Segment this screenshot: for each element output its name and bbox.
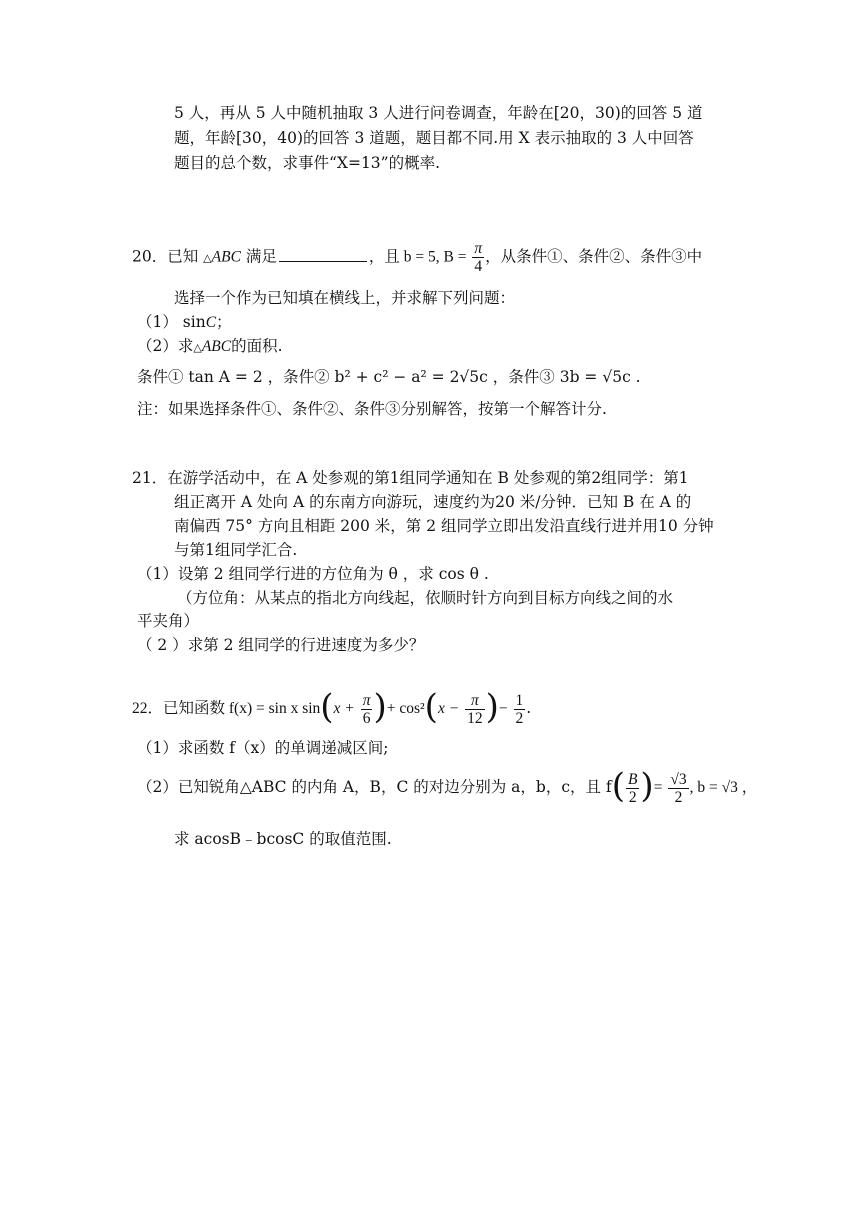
q21-part-2: （ 2 ）求第 2 组同学的行进速度为多少？ — [137, 636, 425, 654]
q20-conditions: 条件① tan A = 2 ，条件② b² + c² − a² = 2√5c ，条件③ 3b = √5c . — [137, 368, 641, 386]
q20-part-1: （1） sinC； — [137, 313, 232, 331]
q20-condition-given: ，且 b = 5, B = — [368, 248, 467, 266]
q19-line-1: 5 人，再从 5 人中随机抽取 3 人进行问卷调查，年龄在[20，30)的回答 5 道 — [174, 104, 703, 122]
q19-line-3: 题目的总个数，求事件“X=13”的概率. — [174, 154, 441, 172]
triangle-icon: △ — [193, 341, 202, 354]
q21-line-4: 与第1组同学汇合. — [174, 541, 298, 559]
q20-number: 20．已知 — [132, 247, 199, 266]
fraction-pi-over-6: $\frac{\pi}{6}$ — [362, 691, 371, 727]
q19-line-2: 题，年龄[30，40)的回答 3 道题，题目都不同.用 X 表示抽取的 3 人中回答 — [174, 129, 694, 147]
q20-part-2: （2）求△ABC的面积. — [137, 337, 283, 355]
q22-part-2-end: 求 acosB﹣bcosC 的取值范围. — [174, 830, 392, 848]
q22-stem: 22．已知函数 f(x) = sin x sin(x + $\frac{\pi}{6}$ )+ cos²(x − $\frac{\pi}{12}$ )− $\frac{1}{2}$ . — [132, 687, 532, 727]
q20-note: 注：如果选择条件①、条件②、条件③分别解答，按第一个解答计分. — [137, 400, 607, 418]
fraction-pi-over-4: $\frac{\pi}{4}$ — [474, 240, 483, 275]
q22-part-1: （1）求函数 f（x）的单调递减区间; — [137, 739, 389, 757]
q21-line-3: 南偏西 75° 方向且相距 200 米，第 2 组同学立即出发沿直线行进并用10 分钟 — [174, 517, 714, 535]
triangle-icon: △ — [203, 251, 212, 265]
q22-part-2: （2）已知锐角△ABC 的内角 A，B，C 的对边分别为 a，b，c，且 f( $\frac{B}{2}$ )= $\frac{√3}{2}$ , b = √3 ， — [137, 766, 758, 806]
q20-condition-choice: ，从条件①、条件②、条件③中 — [485, 247, 703, 266]
q20-triangle-name: ABC — [211, 248, 241, 266]
q21-note-line-2: 平夹角） — [137, 612, 200, 630]
fraction-root3-over-2: $\frac{√3}{2}$ — [670, 770, 687, 806]
q20-stem — [132, 240, 702, 275]
q21-line-2: 组正离开 A 处向 A 的东南方向游玩，速度约为20 米/分钟．已知 B 在 A 的 — [174, 493, 692, 511]
q21-part-1: （1）设第 2 组同学行进的方位角为 θ ，求 cos θ . — [137, 565, 489, 583]
answer-blank[interactable] — [279, 247, 367, 262]
fraction-B-over-2: $\frac{B}{2}$ — [627, 770, 638, 806]
q20-line-2: 选择一个作为已知填在横线上，并求解下列问题： — [174, 289, 516, 307]
fraction-one-half: $\frac{1}{2}$ — [515, 691, 524, 727]
q21-note-line-1: （方位角：从某点的指北方向线起，依顺时针方向到目标方向线之间的水 — [177, 589, 674, 607]
fraction-pi-over-12: $\frac{\pi}{12}$ — [467, 691, 483, 727]
q20-satisfy: 满足 — [245, 247, 277, 266]
q21-line-1: 21．在游学活动中，在 A 处参观的第1组同学通知在 B 处参观的第2组同学：第1 — [132, 469, 689, 487]
